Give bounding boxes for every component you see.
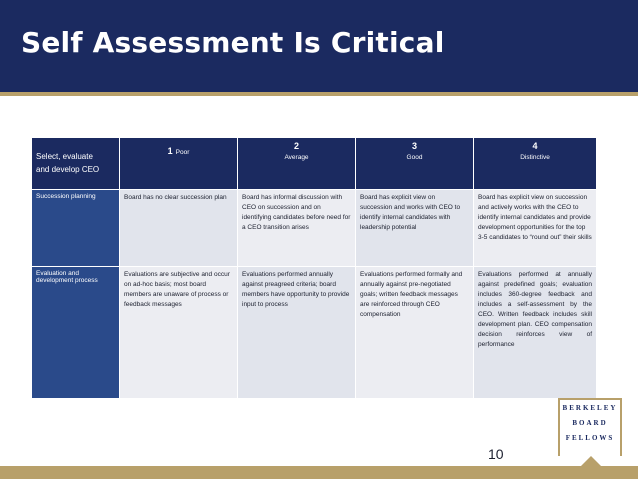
- logo-triangle-icon: [581, 456, 601, 466]
- logo-line-3: FELLOWS: [565, 434, 615, 442]
- table-cell: Evaluations are subjective and occur on ad-hoc basis; most board members are unaware of process or feedback messages: [120, 267, 238, 399]
- page-number: 10: [488, 446, 504, 462]
- slide-title: Self Assessment Is Critical: [21, 26, 445, 59]
- header-col-2-number: 2: [293, 141, 299, 151]
- header-col-2: [238, 138, 356, 190]
- title-divider: [0, 92, 638, 96]
- logo-line-1: BERKELEY: [562, 404, 618, 412]
- header-criteria-line2: and develop CEO: [36, 164, 100, 174]
- table-cell: Board has no clear succession plan: [120, 190, 238, 267]
- header-col-1-number: 1: [167, 146, 173, 156]
- header-criteria: [32, 138, 120, 190]
- header-col-4-label: Distinctive: [520, 154, 550, 161]
- logo-line-2: BOARD: [572, 419, 608, 427]
- header-col-3: [356, 138, 474, 190]
- header-col-3-number: 3: [411, 141, 417, 151]
- table-cell: Board has explicit view on succession and actively works with the CEO to identify internal candidates and provide development opportunities for the top 3-5 candidates to “round out” their skills: [474, 190, 597, 267]
- row-label-evaluation: [32, 267, 120, 399]
- table-cell: Evaluations performed annually against preagreed criteria; board members have opportunity to provide input to process: [238, 267, 356, 399]
- table-header-row: [32, 138, 597, 190]
- table-cell: Evaluations performed formally and annually against pre-negotiated goals; written feedback messages are reinforced through CEO compensation: [356, 267, 474, 399]
- header-col-4: [474, 138, 597, 190]
- row-label-succession: [32, 190, 120, 267]
- berkeley-board-fellows-logo: [558, 398, 622, 456]
- table-cell: Board has informal discussion with CEO on succession and on identifying candidates before need for a CEO transition arises: [238, 190, 356, 267]
- bottom-bar: [0, 466, 638, 479]
- table-cell: Evaluations performed at annually against predefined goals; evaluation includes 360-degree feedback and includes a self-assessment by the CEO. Written feedback includes skill development plan. CEO compensation decision reinforces view of performance: [474, 267, 597, 399]
- table-row: [32, 267, 597, 399]
- header-col-1-label: Poor: [175, 149, 190, 156]
- row-label-text: Succession planning: [36, 193, 96, 200]
- header-criteria-line1: Select, evaluate: [36, 151, 93, 161]
- header-col-3-label: Good: [406, 154, 423, 161]
- header-col-1: [120, 138, 238, 190]
- assessment-table: [31, 137, 597, 399]
- table-row: [32, 190, 597, 267]
- header-col-4-number: 4: [532, 141, 538, 151]
- table-cell: Board has explicit view on succession and works with CEO to identify internal candidates with leadership potential: [356, 190, 474, 267]
- row-label-text: Evaluation and development process: [36, 270, 98, 284]
- header-col-2-label: Average: [284, 154, 309, 161]
